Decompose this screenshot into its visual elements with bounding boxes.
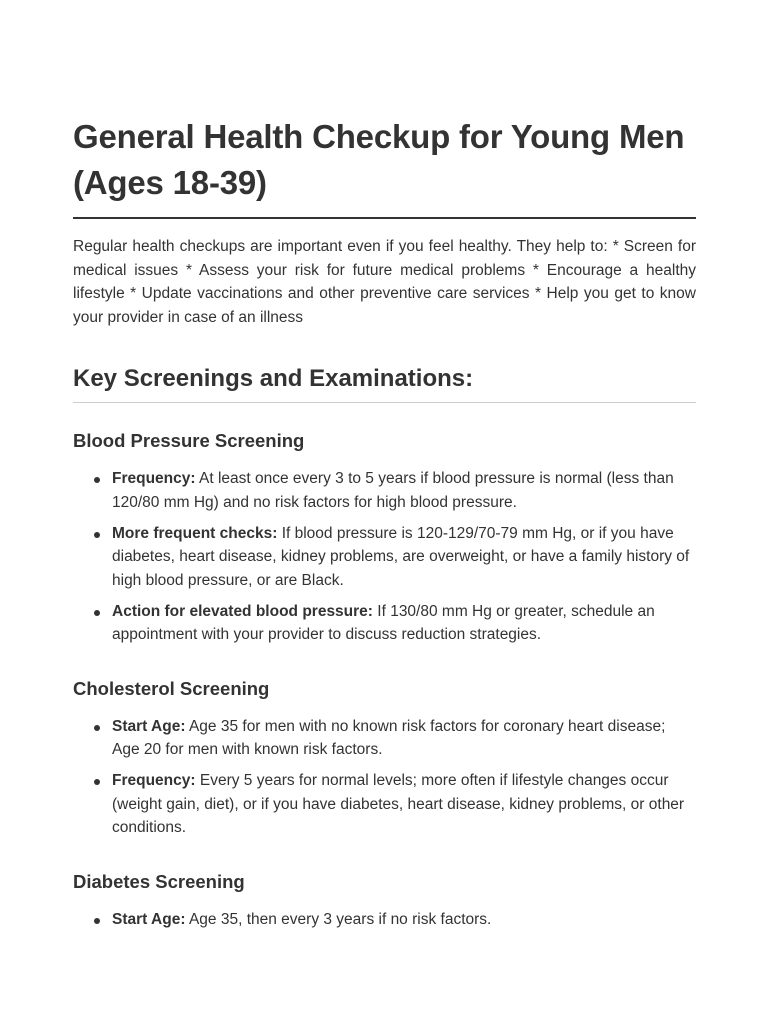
bullet-list — [73, 908, 696, 932]
subsection-cholesterol — [73, 677, 696, 840]
item-label: Frequency: — [112, 772, 196, 789]
subsection-diabetes — [73, 870, 696, 932]
item-text: Age 35 for men with no known risk factors for coronary heart disease; Age 20 for men with known risk factors. — [112, 717, 666, 758]
list-item — [112, 600, 696, 647]
item-text: At least once every 3 to 5 years if blood pressure is normal (less than 120/80 mm Hg) and no risk factors for high blood pressure. — [112, 470, 674, 511]
subsection-heading: Diabetes Screening — [73, 870, 245, 892]
item-label: More frequent checks: — [112, 524, 278, 542]
item-label: Action for elevated blood pressure: — [112, 602, 373, 620]
list-item — [112, 908, 696, 932]
document-page — [73, 0, 696, 931]
item-label: Start Age: — [112, 717, 186, 735]
subsection-heading: Blood Pressure Screening — [73, 430, 305, 451]
bullet-icon — [94, 779, 100, 785]
bullet-icon — [94, 532, 100, 538]
item-label: Frequency: — [112, 470, 196, 487]
item-text: Age 35, then every 3 years if no risk factors. — [185, 910, 492, 928]
list-item — [112, 715, 696, 762]
item-text: Every 5 years for normal levels; more often if lifestyle changes occur (weight gain, diet), or if you have diabetes, heart disease, kidney problems, or other conditions. — [112, 772, 685, 836]
bullet-icon — [94, 610, 100, 616]
bullet-icon — [94, 477, 100, 483]
subsection-heading: Cholesterol Screening — [73, 677, 270, 699]
item-text: If 130/80 mm Hg or greater, schedule an appointment with your provider to discuss reduction strategies. — [112, 602, 655, 643]
list-item — [112, 467, 696, 514]
section-heading: Key Screenings and Examinations: — [73, 364, 696, 403]
bullet-icon — [94, 725, 100, 731]
bullet-list — [73, 467, 696, 647]
page-title: General Health Checkup for Young Men (Ages 18-39) — [73, 114, 696, 219]
item-label: Start Age: — [112, 910, 186, 928]
bullet-icon — [94, 918, 100, 924]
item-text: If blood pressure is 120-129/70-79 mm Hg, or if you have diabetes, heart disease, kidney problems, are overweight, or have a family history of high blood pressure, or are Black. — [112, 524, 690, 589]
bullet-list — [73, 715, 696, 840]
list-item — [112, 769, 696, 840]
list-item — [112, 522, 696, 593]
intro-paragraph: Regular health checkups are important even if you feel healthy. They help to: * Screen for medical issues * Assess your risk for future medical problems * Encourage a healthy lifestyle * Update vaccinations and other preventive care services * Help you get to know your provider in case of an illness — [73, 238, 696, 326]
subsection-blood-pressure — [73, 429, 696, 647]
